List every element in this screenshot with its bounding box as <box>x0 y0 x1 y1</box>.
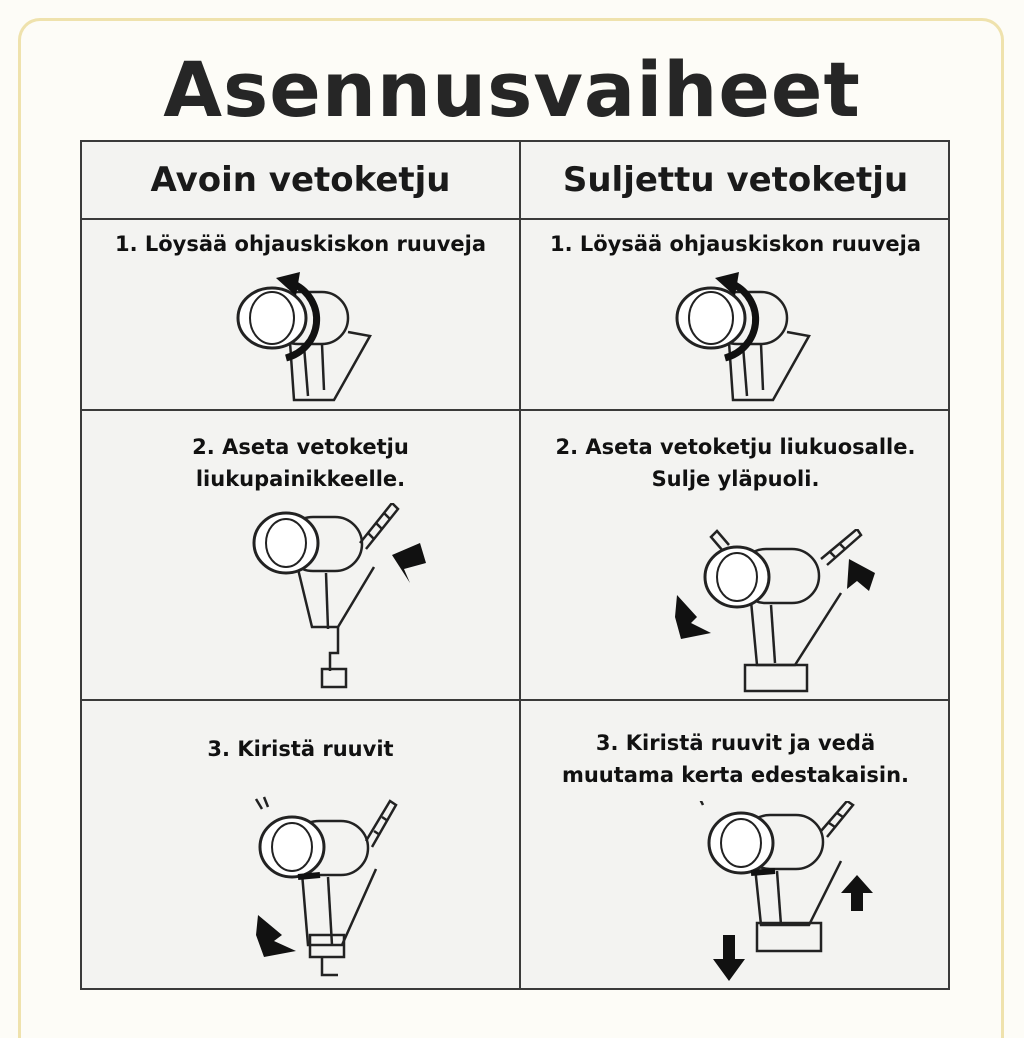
step-text: 1. Löysää ohjauskiskon ruuveja <box>114 232 487 256</box>
step-cell-closed-1 <box>521 220 950 409</box>
close-top-illustration <box>671 529 881 699</box>
step-cell-open-3 <box>82 701 519 990</box>
step-cell-open-1 <box>82 220 519 409</box>
push-arrow-icon <box>675 595 711 639</box>
up-arrow-icon <box>841 875 873 911</box>
tighten-and-slide-illustration <box>681 801 891 987</box>
push-arrow-icon <box>847 559 875 591</box>
column-header-closed-zipper: Suljettu vetoketju <box>562 160 909 200</box>
insert-zipper-illustration <box>242 503 432 693</box>
step-text: 3. Kiristä ruuvit <box>207 737 394 761</box>
step-text: 2. Aseta vetoketju liukuosalle. Sulje yläpuoli. <box>555 435 916 491</box>
down-arrow-icon <box>713 935 745 981</box>
down-arrow-icon <box>256 915 296 957</box>
column-header-open-zipper: Avoin vetoketju <box>150 160 451 200</box>
step-text: 1. Löysää ohjauskiskon ruuveja <box>549 232 922 256</box>
loosen-screw-illustration <box>232 272 382 406</box>
step-text: 3. Kiristä ruuvit ja vedä muutama kerta edestakaisin. <box>561 731 910 787</box>
step-cell-closed-3 <box>521 701 950 990</box>
step-cell-open-2 <box>82 411 519 699</box>
loosen-screw-illustration <box>671 272 821 406</box>
instruction-table <box>80 140 950 990</box>
page-title: Asennusvaiheet <box>163 45 861 134</box>
step-text: 2. Aseta vetoketju liukupainikkeelle. <box>192 435 409 491</box>
push-arrow-icon <box>392 543 426 583</box>
tighten-screw-illustration <box>242 795 422 985</box>
step-cell-closed-2 <box>521 411 950 699</box>
